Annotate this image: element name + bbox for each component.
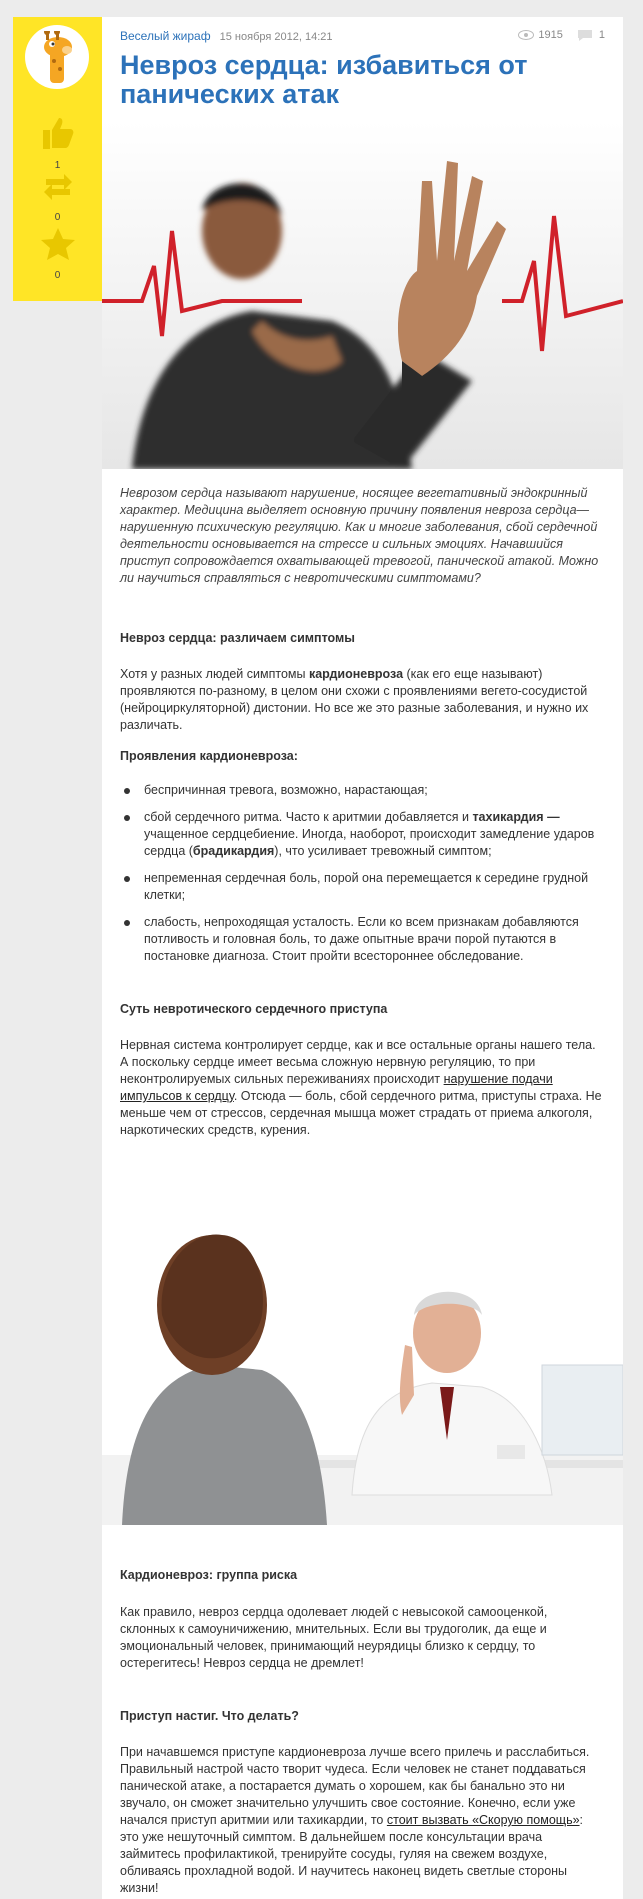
repost-count: 0: [54, 212, 61, 223]
eye-icon: [518, 30, 534, 40]
paragraph-attack: [120, 1744, 605, 1897]
symptoms-list: [120, 782, 605, 975]
paragraph-essence: [120, 1037, 605, 1139]
text-segment: . Отсюда — боль, сбой сердечного ритма, приступы страха. Не меньше чем от стрессов, сердечная мышца может страдать от приема алкоголя, наркотических средств, курения.: [120, 1089, 602, 1137]
call-ambulance-link[interactable]: стоит вызвать «Скорую помощь»: [386, 1813, 580, 1827]
hero-image-chest-pain: [102, 121, 623, 469]
impulse-disorder-link[interactable]: нарушение подачи импульсов к сердцу: [120, 1072, 553, 1103]
article-title: Невроз сердца: избавиться от панических атак: [120, 50, 528, 109]
text-segment: (как его еще называют) проявляются по-разному, в целом они схожи с проявлениями вегето-сосудистой (нейроциркуляторной) дистонии. Но все же это разные заболевания, и нужно их различать.: [120, 667, 589, 732]
list-item: беспричинная тревога, возможно, нарастающая;: [120, 782, 605, 799]
article: [102, 17, 623, 1899]
paragraph-symptoms: [120, 666, 605, 734]
paragraph-risk: Как правило, невроз сердца одолевает людей с невысокой самооценкой, склонных к самоуничижению, мнительных. Если вы трудоголик, да еще и эмоциональный человек, принимающий неурядицы близко к сердцу, то остерегитесь! Невроз сердца не дремлет!: [120, 1605, 548, 1670]
text-segment: ), что усиливает тревожный симптом;: [274, 844, 492, 858]
like-count: 1: [54, 160, 61, 171]
text-segment: : это уже нешуточный симптом. В дальнейшем после консультации врача займитесь профилактикой, тренируйте сосуды, гуляя на свежем воздухе, обливаясь прохладной водой. И научитесь наконец видеть светлые стороны жизни!: [120, 1813, 584, 1895]
term-bold: брадикардия: [192, 844, 275, 858]
article-stats: [518, 29, 605, 41]
views-count: 1915: [538, 29, 563, 41]
article-lead: Неврозом сердца называют нарушение, носящее вегетативный эндокринный характер. Медицина выделяет основную причину появления невроза сердца—нарушенную психическую регуляцию. Как и многие заболевания, сбой сердечной деятельности основывается на стрессе и сильных эмоциях. Начавшийся приступ сопровождается охватывающей тревогой, панической атакой. Можно ли научиться справляться с невротическими симптомами?: [120, 486, 599, 585]
list-item: слабость, непроходящая усталость. Если ко всем признакам добавляются потливость и головная боль, то даже опытные врачи порой путаются в постановке диагноза. Стоит пройти всестороннее обследование.: [120, 914, 605, 965]
list-item: непременная сердечная боль, порой она перемещается к середине грудной клетки;: [120, 870, 605, 904]
doctor-consultation-image: [102, 1165, 623, 1525]
heading-essence: Суть невротического сердечного приступа: [120, 1002, 388, 1016]
text-segment: Хотя у разных людей симптомы: [120, 667, 309, 681]
like-button[interactable]: [13, 115, 102, 171]
publish-date: 15 ноября 2012, 14:21: [219, 31, 333, 43]
subheading-manifestations: Проявления кардионевроза:: [120, 749, 298, 763]
heading-risk: Кардионевроз: группа риска: [120, 1568, 298, 1582]
star-icon: [40, 227, 76, 261]
thumbs-up-icon: [40, 115, 76, 151]
text-segment: сбой сердечного ритма. Часто к аритмии добавляется и: [144, 810, 473, 824]
favorite-count: 0: [54, 270, 61, 281]
comments-count[interactable]: 1: [598, 29, 605, 41]
avatar[interactable]: [25, 25, 89, 89]
text-segment: учащенное сердцебиение. Иногда, наоборот, происходит замедление ударов сердца (: [144, 827, 595, 858]
action-sidebar: [13, 17, 102, 301]
list-item: [120, 809, 605, 860]
article-header: [102, 17, 623, 134]
repost-icon: [40, 171, 76, 203]
author-link[interactable]: Веселый жираф: [120, 29, 211, 43]
term-bold: тахикардия —: [472, 810, 560, 824]
heading-symptoms: Невроз сердца: различаем симптомы: [120, 631, 355, 645]
favorite-button[interactable]: [13, 227, 102, 281]
comment-icon: [577, 29, 595, 41]
term-bold: кардионевроза: [308, 667, 404, 681]
text-segment: Нервная система контролирует сердце, как и все остальные органы нашего тела. А поскольку сердце имеет весьма сложную нервную регуляцию, то при неконтролируемых сильных переживаниях происходит: [120, 1038, 596, 1086]
repost-button[interactable]: [13, 171, 102, 223]
giraffe-icon: [34, 31, 80, 83]
heading-attack: Приступ настиг. Что делать?: [120, 1709, 299, 1723]
text-segment: При начавшемся приступе кардионевроза лучше всего прилечь и расслабиться. Правильный настрой часто творит чудеса. Если человек не станет поддаваться панической атаке, а постарается думать о хорошем, как бы банально это ни звучало, он сможет значительно улучшить свое состояние. Конечно, если уже начался приступ аритмии или тахикардии, то: [120, 1745, 590, 1827]
